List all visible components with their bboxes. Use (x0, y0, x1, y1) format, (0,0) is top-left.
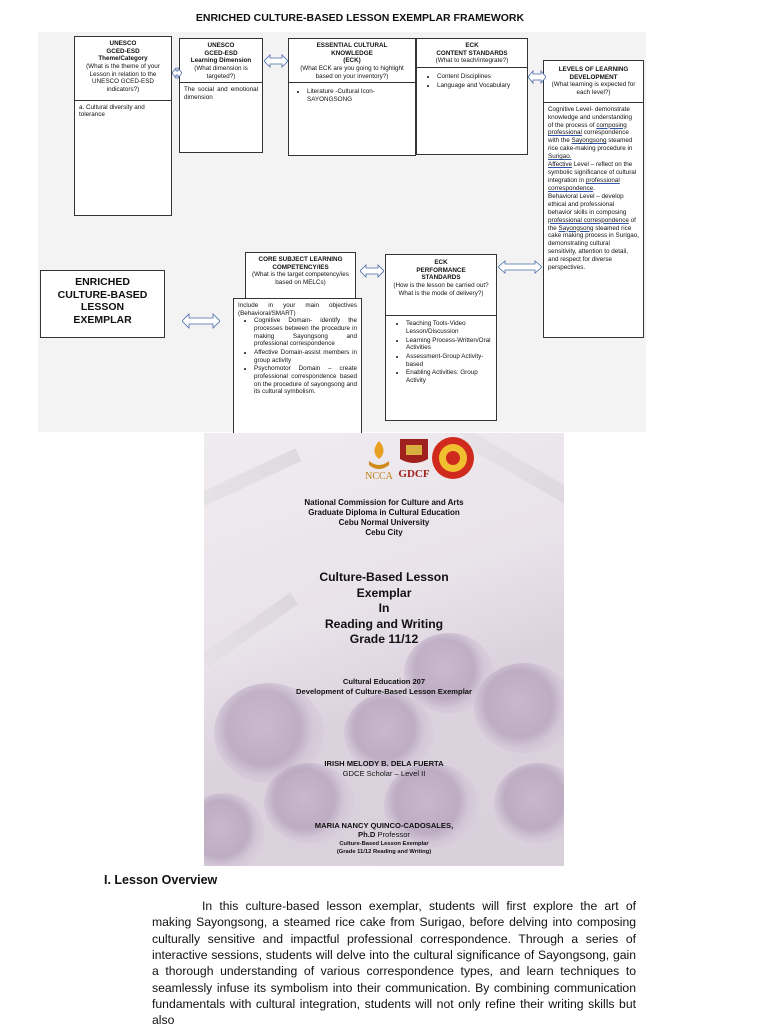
unesco-dimension-box (179, 38, 263, 153)
double-arrow-icon (172, 66, 182, 80)
cover-professor (204, 821, 564, 840)
levels-body (544, 103, 643, 275)
cover-footer (204, 841, 564, 856)
competency-header-box (245, 252, 356, 300)
overview-text: In this culture-based lesson exemplar, students will first explore the art of making Sayongsong, a steamed rice cake from Surigao, before delving into composing culturally sensitive and impactful professional correspondence. Through a series of interactive sessions, students will delve into the cultural significance of Sayongsong, gain a thorough understanding of various correspondence types, and learn techniques to seamlessly infuse its symbolism into their communication. By combining communication fundamentals with cultural integration, students will not only refine their writing skills but also (152, 899, 636, 1028)
double-arrow-icon (264, 54, 288, 68)
eck-question: (What ECK are you going to highlight based on your inventory?) (300, 65, 404, 80)
cognitive-level-text-3: steamed rice cake-making procedure in (548, 137, 633, 153)
affective-underlined: Affective (548, 161, 573, 169)
affective-level-text: Level – reflect on the symbolic significance of cultural integration in (548, 161, 637, 184)
behavioral-underlined-1: professional correspondence (548, 216, 629, 224)
behavioral-level-text: Behavioral Level – develop ethical and professional behavior skills in composing (548, 192, 627, 216)
affective-level-text-2: . (593, 184, 595, 192)
unesco-theme-header: UNESCO GCED-ESD Theme/Category (98, 40, 148, 63)
performance-item: • Learning Process-Written/Oral Activities (406, 337, 492, 352)
levels-box (543, 60, 644, 338)
cognitive-underlined-3: Surigao. (548, 153, 572, 161)
cover-footer-1: Culture-Based Lesson Exemplar (339, 841, 429, 847)
competency-body-box (233, 298, 362, 434)
ncca-logo-text: NCCA (365, 471, 393, 481)
unesco-theme-box (74, 36, 172, 216)
cognitive-underlined-2: Sayongsong (571, 137, 607, 145)
unesco-dimension-answer: The social and emotional dimension (184, 86, 258, 102)
competency-header: CORE SUBJECT LEARNING COMPETENCY/IES (258, 256, 343, 271)
gdcf-logo-text: GDCF (398, 468, 430, 480)
professor-title: Ph.D (358, 830, 376, 840)
gdcf-logo-icon (396, 437, 432, 481)
cnu-seal-icon (430, 435, 476, 481)
double-arrow-icon (182, 313, 220, 329)
performance-item: • Enabling Activities: Group Activity (406, 369, 492, 384)
eck-header: ESSENTIAL CULTURAL KNOWLEDGE (ECK) (316, 42, 388, 65)
framework-title: ENRICHED CULTURE-BASED LESSON EXEMPLAR FRAMEWORK (195, 12, 525, 24)
performance-header: ECK PERFORMANCE STANDARDS (416, 259, 466, 282)
affective-underlined-2: professional correspondence (548, 176, 620, 192)
ncca-logo-icon (362, 439, 396, 481)
behavioral-underlined-2: Sayongsong (558, 224, 594, 232)
unesco-dimension-header: UNESCO GCED-ESD Learning Dimension (190, 42, 252, 65)
performance-item: • Assessment-Group Activity-based (406, 353, 492, 368)
cognitive-underlined-1: composing professional (548, 121, 627, 137)
levels-question: (What learning is expected for each level?) (551, 81, 636, 97)
performance-box (385, 254, 497, 421)
cognitive-level-text-2: correspondence with the (548, 129, 629, 145)
double-arrow-icon (528, 70, 546, 84)
eck-content-item: • Content Disciplines (437, 73, 523, 81)
author-role: GDCE Scholar – Level II (342, 769, 426, 779)
cover-title: Culture-Based Lesson Exemplar In Reading and Writing Grade 11/12 (319, 570, 449, 647)
cognitive-level-text: Cognitive Level- demonstrate knowledge and understanding of the process of (548, 105, 633, 129)
cover-footer-2: (Grade 11/12 Reading and Writing) (336, 848, 432, 855)
unesco-theme-answer: a. Cultural diversity and tolerance (79, 103, 145, 119)
cover-institution: National Commission for Culture and Arts Graduate Diploma in Cultural Education Cebu Normal University Cebu City (304, 498, 464, 538)
competency-item: • Affective Domain-assist members in group activity (254, 349, 357, 364)
performance-question: (How is the lesson be carried out? What is the mode of delivery?) (393, 282, 489, 297)
overview-heading: I. Lesson Overview (104, 873, 218, 887)
cover-page (204, 433, 564, 866)
professor-name: MARIA NANCY QUINCO-CADOSALES, (314, 821, 454, 830)
cover-author (204, 759, 564, 780)
double-arrow-icon (498, 260, 542, 274)
eck-box (288, 38, 416, 156)
competency-item: • Psychomotor Domain – create professional correspondence based on the procedure of sayongsong and its cultural symbolism. (254, 365, 357, 396)
eck-content-header: ECK CONTENT STANDARDS (436, 42, 508, 57)
competency-intro: Include in your main objectives (Behavioral/SMART) (238, 302, 357, 317)
eck-item: • Literature -Cultural Icon-SAYONGSONG (307, 88, 411, 103)
unesco-dimension-question: (What dimension is targeted?) (194, 65, 248, 80)
behavioral-level-text-2: of the (548, 216, 636, 232)
unesco-theme-question: (What is the theme of your Lesson in relation to the UNESCO GCED-ESD indicators?) (86, 63, 160, 94)
double-arrow-icon (360, 264, 384, 278)
eck-content-item: • Language and Vocabulary (437, 82, 523, 90)
competency-item: • Cognitive Domain- identify the processes between the procedure in making Sayongsong and professional correspondence (254, 317, 357, 348)
levels-header: LEVELS OF LEARNING DEVELOPMENT (558, 66, 629, 81)
eck-content-question: (What to teach/integrate?) (435, 57, 509, 65)
behavioral-level-text-3: steamed rice cake making process in Surigao, demonstrating cultural sensitivity, attention to detail, and respect for diverse perspectives. (548, 224, 640, 272)
eck-content-box (416, 38, 528, 155)
enriched-exemplar-box: ENRICHED CULTURE-BASED LESSON EXEMPLAR (40, 270, 165, 338)
cover-course: Cultural Education 207 Development of Culture-Based Lesson Exemplar (296, 677, 472, 696)
performance-item: • Teaching Tools-Video Lesson/Discussion (406, 320, 492, 335)
author-name: IRISH MELODY B. DELA FUERTA (324, 759, 444, 768)
competency-question: (What is the target competency/ies based on MELCs) (252, 271, 349, 287)
professor-role: Professor (375, 830, 410, 840)
